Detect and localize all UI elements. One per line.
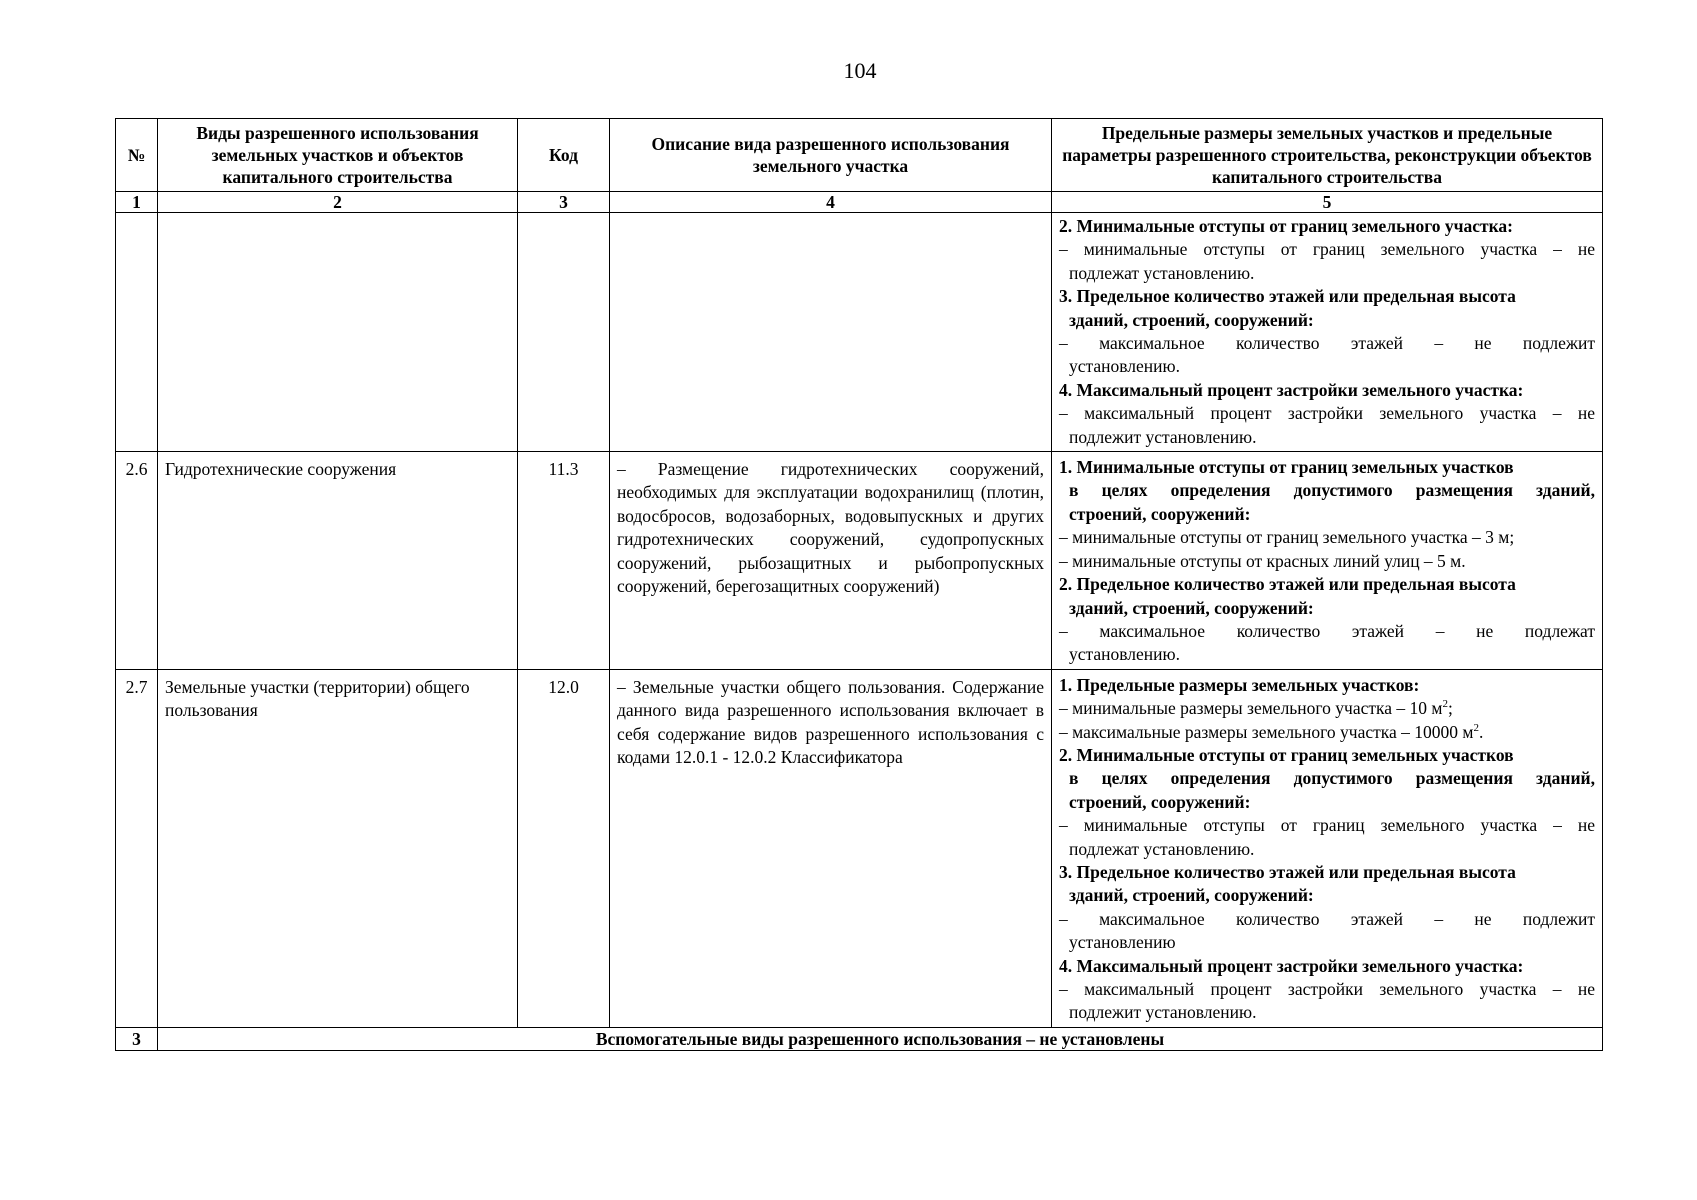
punctuation: . [1478,721,1484,742]
param-heading [1059,861,1595,908]
param-line: зданий, строений, сооружений: [1069,597,1314,618]
param-line: – максимальный процент застройки земельного участка – не [1059,979,1595,999]
param-line: строений, сооружений: [1069,503,1251,524]
param-line: подлежат установлению. [1069,838,1255,859]
param-text [1059,238,1595,285]
param-line: подлежит установлению. [1069,426,1257,447]
param-text [1059,332,1595,379]
table-footer-row [116,1027,1603,1050]
param-heading [1059,285,1595,332]
header-parameters: Предельные размеры земельных участков и предельные параметры разрешенного строительства, реконструкции объектов капитального строительства [1052,119,1603,192]
header-code: Код [518,119,610,192]
param-heading: 2. Минимальные отступы от границ земельного участка: [1059,216,1513,236]
param-text: – минимальные отступы от красных линий улиц – 5 м. [1059,550,1466,571]
table-row-continuation [116,213,1603,452]
param-line: – минимальные размеры земельного участка – 10 м [1059,698,1443,719]
param-line: – минимальные отступы от границ земельного участка – не [1059,239,1595,260]
param-line: – минимальные отступы от границ земельного участка – не [1059,815,1595,836]
param-line: 2. Предельное количество этажей или предельная высота [1059,574,1516,595]
page-number: 104 [843,58,877,83]
param-heading: 4. Максимальный процент застройки земельного участка: [1059,955,1524,976]
param-text [1059,620,1595,667]
row-number: 2.6 [116,452,158,670]
param-line: – максимальные размеры земельного участка – 10000 м [1059,721,1474,742]
params-cell [1052,669,1603,1027]
param-line: установлению. [1069,644,1180,665]
superscript: 2 [1442,698,1448,711]
header-number: № [116,119,158,192]
params-cell [1052,452,1603,670]
param-text [1059,721,1595,744]
param-heading [1059,744,1595,814]
param-line: 1. Минимальные отступы от границ земельных участков [1059,457,1514,478]
land-use-table [115,118,1603,1051]
empty-cell [116,213,158,452]
row-number: 2.7 [116,669,158,1027]
superscript: 2 [1473,721,1479,734]
param-text [1059,908,1595,955]
column-number: 4 [610,192,1052,213]
param-text: – минимальные отступы от границ земельного участка – 3 м; [1059,527,1515,548]
header-description: Описание вида разрешенного использования земельного участка [610,119,1052,192]
empty-cell [158,213,518,452]
punctuation: ; [1447,698,1453,719]
empty-cell [610,213,1052,452]
table-header-row [116,119,1603,192]
param-heading [1059,573,1595,620]
param-line: установлению. [1069,356,1180,377]
param-line: 3. Предельное количество этажей или предельная высота [1059,861,1516,882]
param-line: строений, сооружений: [1069,791,1251,812]
param-line: – максимальный процент застройки земельного участка – не [1059,403,1595,424]
param-heading: 1. Предельные размеры земельных участков: [1059,674,1420,695]
param-heading [1059,456,1595,526]
param-text [1059,697,1595,720]
param-text [1059,978,1595,1025]
column-number: 2 [158,192,518,213]
use-code: 11.3 [518,452,610,670]
use-description: – Земельные участки общего пользования. Содержание данного вида разрешенного использования включает в себя содержание видов разрешенного использования с кодами 12.0.1 - 12.0.2 Классификатора [610,669,1052,1027]
param-line: зданий, строений, сооружений: [1069,309,1314,330]
param-line: установлению [1069,932,1176,953]
param-line: подлежат установлению. [1069,262,1255,283]
table-row [116,452,1603,670]
param-line: в целях определения допустимого размещения зданий, [1069,480,1595,501]
column-number: 5 [1052,192,1603,213]
footer-text: Вспомогательные виды разрешенного использования – не установлены [158,1027,1603,1050]
param-line: – максимальное количество этажей – не подлежит [1059,333,1595,354]
use-code: 12.0 [518,669,610,1027]
column-number: 1 [116,192,158,213]
param-line: 3. Предельное количество этажей или предельная высота [1059,286,1516,307]
param-line: в целях определения допустимого размещения зданий, [1069,768,1595,789]
params-cell [1052,213,1603,452]
column-numbers-row [116,192,1603,213]
header-use-type: Виды разрешенного использования земельных участков и объектов капитального строительства [158,119,518,192]
param-line: – максимальное количество этажей – не подлежит [1059,908,1595,929]
table-row [116,669,1603,1027]
use-type-name: Гидротехнические сооружения [158,452,518,670]
param-text [1059,402,1595,449]
param-line: подлежит установлению. [1069,1002,1257,1023]
row-number: 3 [116,1027,158,1050]
param-line: – максимальное количество этажей – не подлежат [1059,620,1595,641]
use-type-name: Земельные участки (территории) общего пользования [158,669,518,1027]
param-text [1059,814,1595,861]
param-heading: 4. Максимальный процент застройки земельного участка: [1059,379,1524,400]
param-line: зданий, строений, сооружений: [1069,885,1314,906]
empty-cell [518,213,610,452]
column-number: 3 [518,192,610,213]
param-line: 2. Минимальные отступы от границ земельных участков [1059,744,1514,765]
use-description: – Размещение гидротехнических сооружений, необходимых для эксплуатации водохранилищ (плотин, водосбросов, водозаборных, водовыпускных и других гидротехнических сооружений, судопропускных сооружений, рыбозащитных и рыбопропускных сооружений, берегозащитных сооружений) [610,452,1052,670]
